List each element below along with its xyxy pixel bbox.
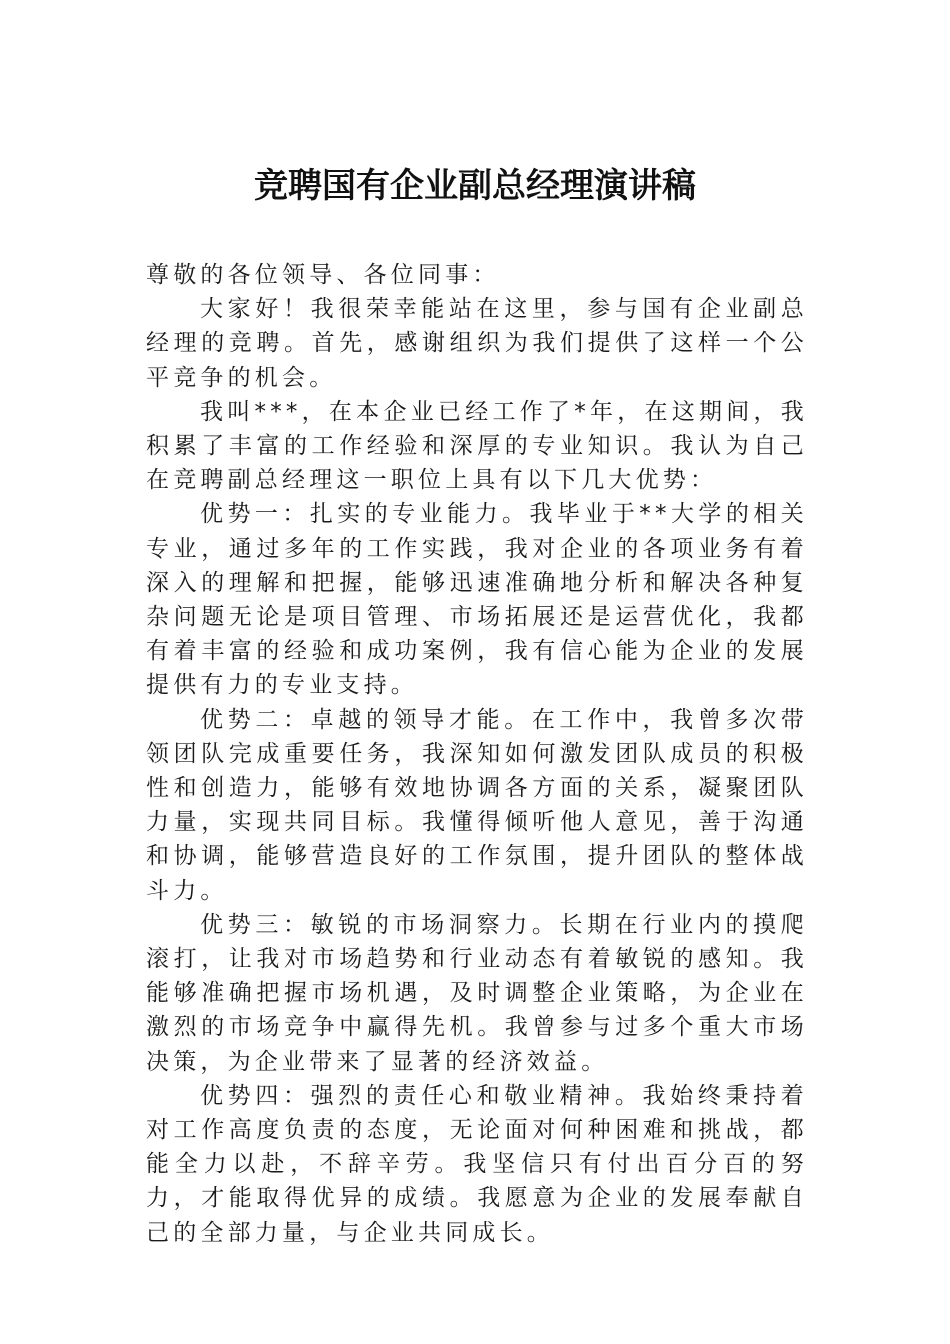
paragraph-advantage-2: 优势二：卓越的领导才能。在工作中，我曾多次带领团队完成重要任务，我深知如何激发团队成员的积极性和创造力，能够有效地协调各方面的关系，凝聚团队力量，实现共同目标。我懂得倾听他人意见，善于沟通和协调，能够营造良好的工作氛围，提升团队的整体战斗力。 [146, 706, 808, 904]
paragraph-advantage-1: 优势一：扎实的专业能力。我毕业于**大学的相关专业，通过多年的工作实践，我对企业的各项业务有着深入的理解和把握，能够迅速准确地分析和解决各种复杂问题无论是项目管理、市场拓展还是运营优化，我都有着丰富的经验和成功案例，我有信心能为企业的发展提供有力的专业支持。 [146, 501, 808, 699]
document-title: 竞聘国有企业副总经理演讲稿 [254, 166, 696, 206]
paragraph-greeting: 大家好！我很荣幸能站在这里，参与国有企业副总经理的竞聘。首先，感谢组织为我们提供了这样一个公平竞争的机会。 [146, 296, 808, 391]
paragraph-introduction: 我叫***，在本企业已经工作了*年，在这期间，我积累了丰富的工作经验和深厚的专业知识。我认为自己在竞聘副总经理这一职位上具有以下几大优势： [146, 398, 808, 494]
salutation: 尊敬的各位领导、各位同事： [146, 262, 500, 288]
document-body [146, 258, 808, 1250]
paragraph-advantage-4: 优势四：强烈的责任心和敬业精神。我始终秉持着对工作高度负责的态度，无论面对何种困难和挑战，都能全力以赴，不辞辛劳。我坚信只有付出百分百的努力，才能取得优异的成绩。我愿意为企业的发展奉献自己的全部力量，与企业共同成长。 [146, 1082, 808, 1246]
paragraph-advantage-3: 优势三：敏锐的市场洞察力。长期在行业内的摸爬滚打，让我对市场趋势和行业动态有着敏锐的感知。我能够准确把握市场机遇，及时调整企业策略，为企业在激烈的市场竞争中赢得先机。我曾参与过多个重大市场决策，为企业带来了显著的经济效益。 [146, 911, 808, 1075]
